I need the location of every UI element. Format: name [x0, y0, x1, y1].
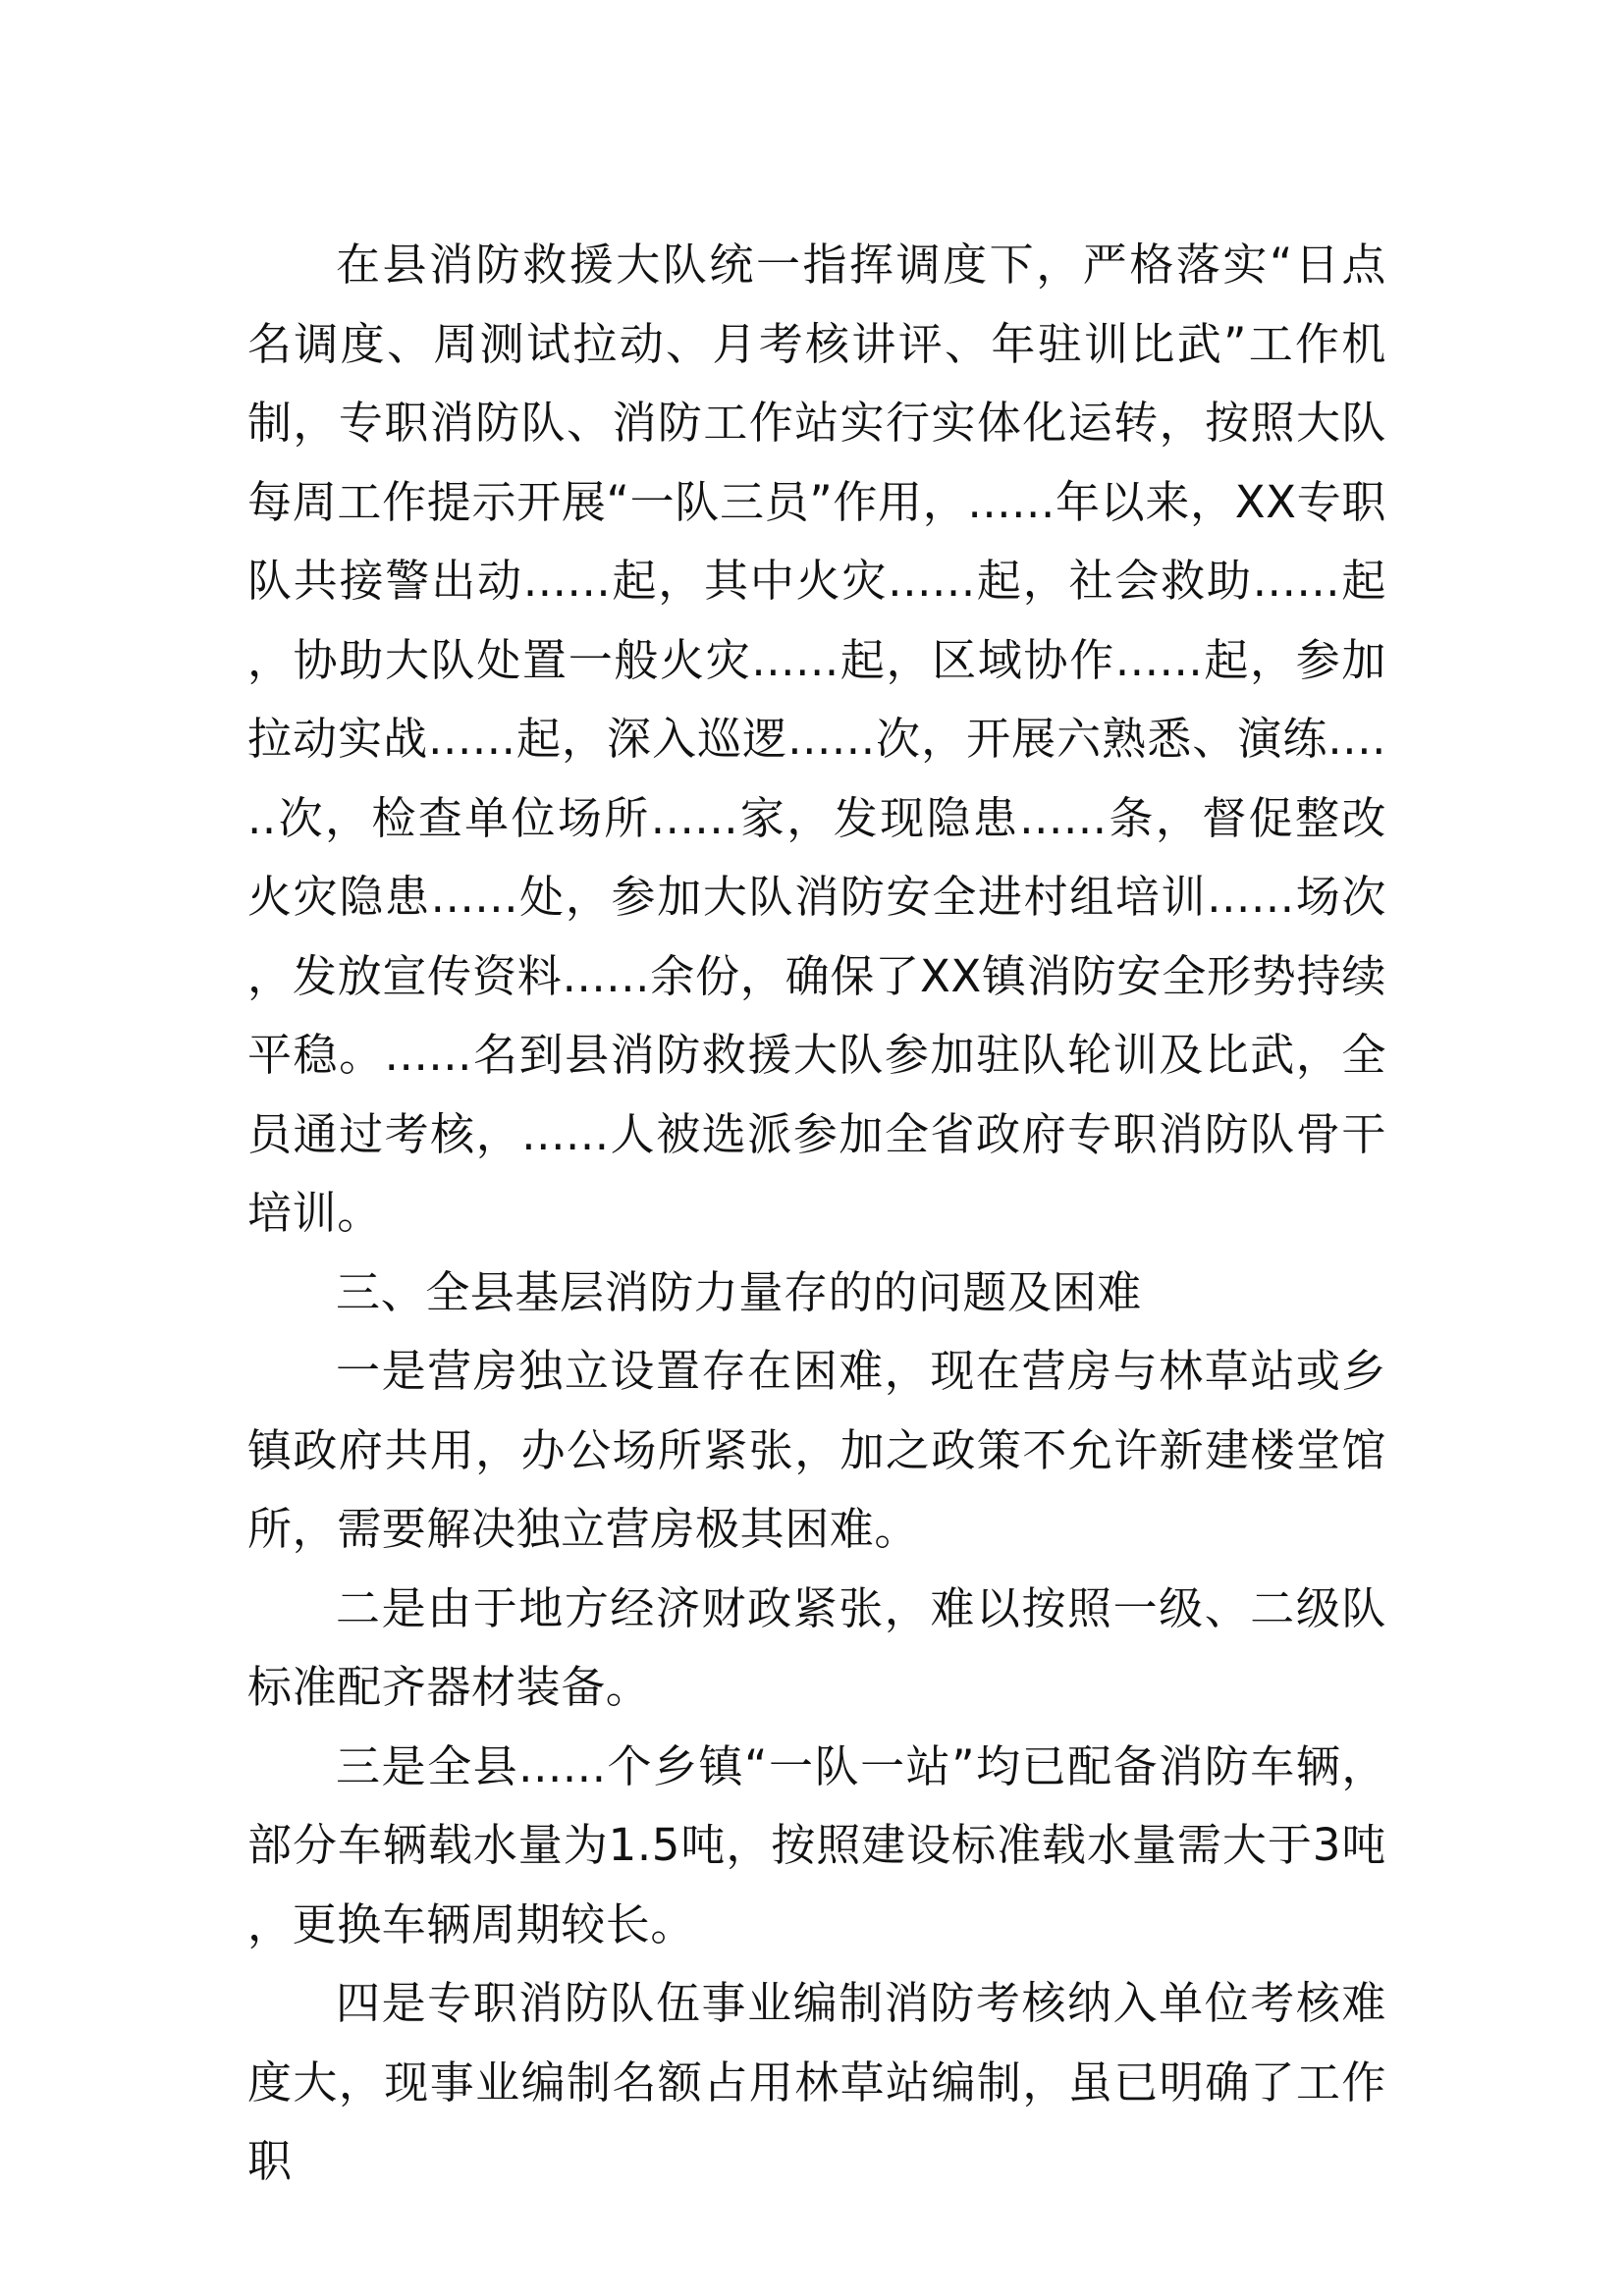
paragraph-problem-staffing: 四是专职消防队伍事业编制消防考核纳入单位考核难度大，现事业编制名额占用林草站编制，虽已明确了工作职	[247, 1977, 1386, 2187]
paragraph-problem-barracks: 一是营房独立设置存在困难，现在营房与林草站或乡镇政府共用，办公场所紧张，加之政策不允许新建楼堂馆所，需要解决独立营房极其困难。	[247, 1345, 1386, 1555]
section-heading-problems: 三、全县基层消防力量存的的问题及困难	[336, 1265, 1142, 1318]
document-body	[247, 226, 1386, 2202]
paragraph-problem-vehicles: 三是全县......个乡镇“一队一站”均已配备消防车辆，部分车辆载水量为1.5吨，按照建设标准载水量需大于3吨，更换车辆周期较长。	[247, 1739, 1386, 1950]
paragraph-problem-equipment: 二是由于地方经济财政紧张，难以按照一级、二级队标准配齐器材装备。	[247, 1581, 1386, 1713]
paragraph-work-summary: 在县消防救援大队统一指挥调度下，严格落实“日点名调度、周测试拉动、月考核讲评、年驻训比武”工作机制，专职消防队、消防工作站实行实体化运转，按照大队每周工作提示开展“一队三员”作用，......年以来，XX专职队共接警出动......起，其中火灾......起，社会救助......起，协助大队处置一般火灾......起，区域协作......起，参加拉动实战......起，深入巡逻......次，开展六熟悉、演练......次，检查单位场所......家，发现隐患......条，督促整改火灾隐患......处，参加大队消防安全进村组培训......场次，发放宣传资料......余份，确保了XX镇消防安全形势持续平稳。......名到县消防救援大队参加驻队轮训及比武，全员通过考核，......人被选派参加全省政府专职消防队骨干培训。	[247, 239, 1386, 1239]
